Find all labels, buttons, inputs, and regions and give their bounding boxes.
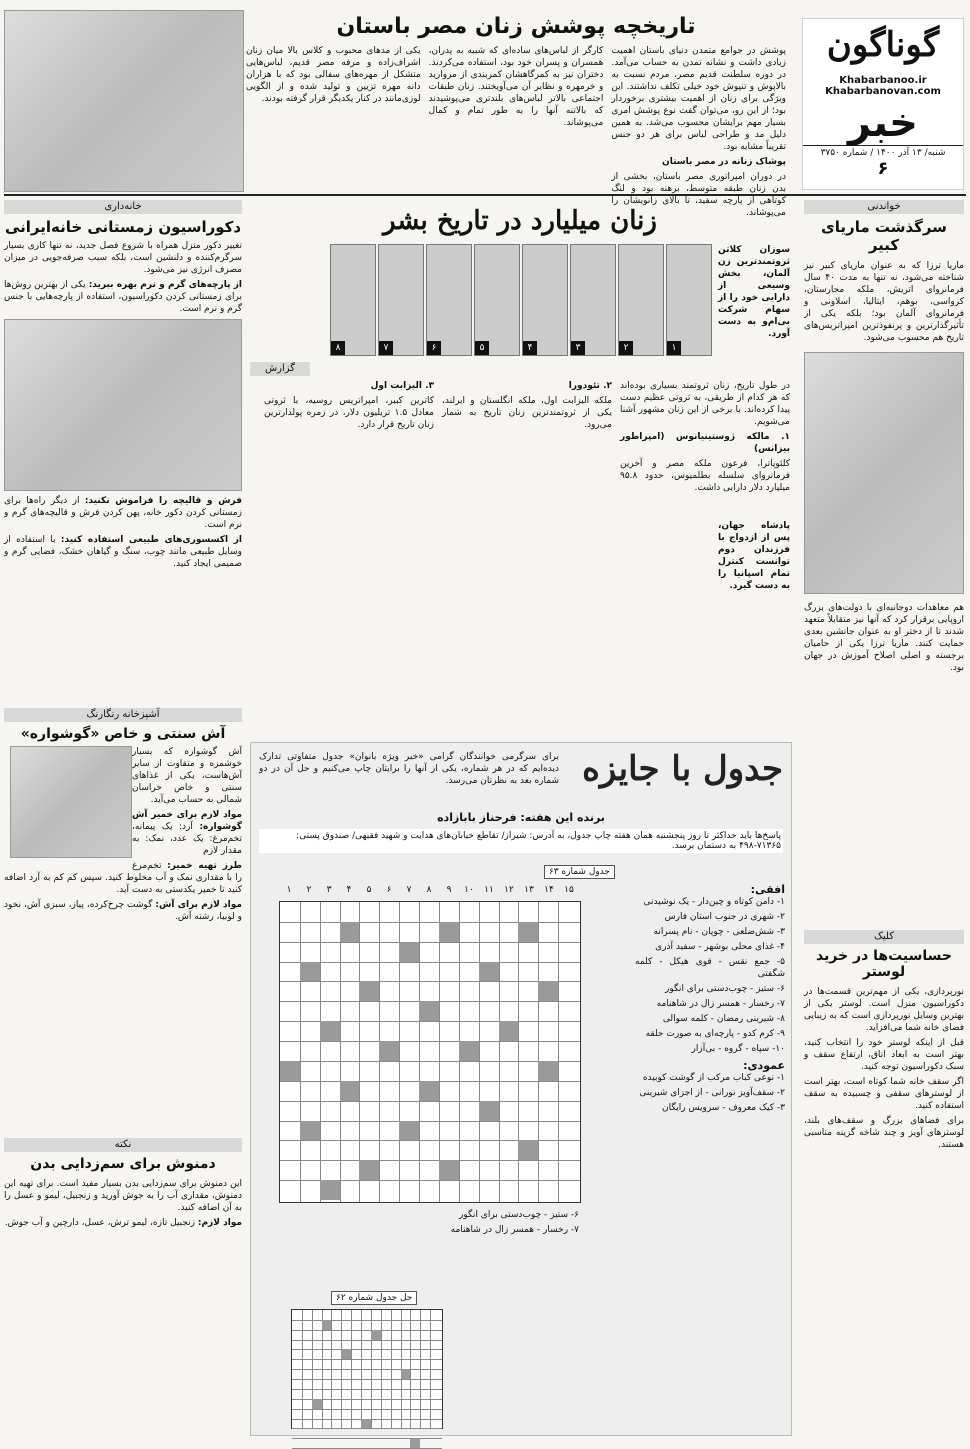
nokte-article xyxy=(4,1156,242,1434)
decor-p4: با استفاده از وسایل طبیعی مانند چوب، سنگ و گیاهان خشک، فضایی گرم و صمیمی ایجاد کنید. xyxy=(4,535,242,569)
decor-article xyxy=(4,218,242,706)
egypt-text-1: پوشش در جوامع متمدن دنیای باستان اهمیت زیادی داشت و نشانه تمدن به حساب می‌آمد. در دوره سلطنت قدیم مصر، مردم نسبت به بالاپوش و تنپوش خود خیلی تکلف نداشتند. این ویژگی برای زنان از اهمیت بیشتری برخوردار بود؛ از این رو، می‌توان گفت نوع پوشش امری بسیار مهم برایشان محسوب می‌شد. به همین دلیل مد و طراحی لباس برای هر دو جنس تقریباً مشابه بود. xyxy=(611,46,786,152)
grid-line xyxy=(420,1310,421,1428)
grid-line xyxy=(479,902,480,1202)
women-i2: ۲. تئودورا xyxy=(568,381,612,391)
section-ashpazi: آشپزخانه رنگارنگ xyxy=(4,708,242,722)
portrait-7: ۷ xyxy=(378,244,424,356)
luster-p3: اگر سقف خانه شما کوتاه است، بهتر است از لوسترهای سقفی و چسبیده به سقف استفاده کنید. xyxy=(804,1077,964,1111)
black-cell xyxy=(401,1369,411,1379)
grid-line xyxy=(538,902,539,1202)
marie-article xyxy=(804,218,964,938)
grid-line xyxy=(439,902,440,1202)
col-num: ۱۱ xyxy=(484,885,494,895)
section-nokte: نکته xyxy=(4,1138,242,1152)
decor-h1: از پارچه‌های گرم و نرم بهره ببرید: xyxy=(88,280,242,290)
site-2[interactable]: Khabarbanovan.com xyxy=(825,86,941,97)
crossword-clues xyxy=(635,883,785,1428)
black-cell xyxy=(479,962,499,982)
black-cell xyxy=(419,1081,439,1101)
col-num: ۱۳ xyxy=(524,885,534,895)
grid-line xyxy=(280,962,580,963)
crossword-badge: جدول شماره ۶۳ xyxy=(544,865,615,879)
black-cell xyxy=(371,1330,381,1340)
black-cell xyxy=(419,1001,439,1021)
crossword-extra-clues xyxy=(279,1209,579,1289)
black-cell xyxy=(538,1061,558,1081)
marie-intro: ماریا ترزا که به عنوان ماریای کبیر نیز شناخته می‌شود، نه تنها به مدت ۴۰ سال فرمانروای اتریش، ملکه مجارستان، کرواسی، بوهم، ایتالیا، اسلاونی و فرمانروای آلمان بود؛ بلکه یکی از تأثیرگذارترین و پرنفوذترین امپراتریس‌های تاریخ هم محسوب می‌شود. xyxy=(804,261,964,343)
clue-h-8: ۸- شیرینی رمضان - کلمه سوالی xyxy=(662,1014,785,1024)
col-num: ۱ xyxy=(286,885,292,895)
decor-title: دکوراسیون زمستانی خانه‌ایرانی xyxy=(4,218,242,236)
egypt-article xyxy=(245,10,786,218)
portrait-4: ۴ xyxy=(522,244,568,356)
nokte-p2: زنجبیل تازه، لیمو ترش، عسل، دارچین و آب جوش. xyxy=(4,1218,195,1228)
grid-line xyxy=(280,1061,580,1062)
decor-h2: فرش و قالیچه را فراموش نکنید: xyxy=(84,496,242,506)
divider xyxy=(4,194,966,196)
col-num: ۸ xyxy=(426,885,432,895)
portrait-1: ۱ xyxy=(666,244,712,356)
portrait-3: ۳ xyxy=(570,244,616,356)
black-cell xyxy=(399,1121,419,1141)
crossword-send: پاسخ‌ها باید حداکثر تا روز پنجشنبه همان هفته چاپ جدول، به آدرس: شیراز/ تقاطع خیابان‌های هدایت و شهید فقیهی/ صندوق پستی: ۷۱۳۶۵-۴۹۸ به دستمان برسد. xyxy=(259,829,783,853)
black-cell xyxy=(410,1438,420,1448)
grid-line xyxy=(280,1101,580,1102)
clue-h-9: ۹- کرم کدو - پارچه‌ای به صورت حلقه xyxy=(645,1029,785,1039)
women-i3: ۳. الیزابت اول xyxy=(370,381,434,391)
women-p2: کلئوپاترا، فرعون ملکه مصر و آخرین فرمانروای سلسله بطلمیوس، حدود ۹۵.۸ میلیارد دلار دارایی داشت. xyxy=(620,459,790,493)
prev-solution-label: حل جدول شماره ۶۲ xyxy=(331,1291,417,1305)
black-cell xyxy=(340,922,360,942)
egypt-text-3: کارگر از لباس‌های ساده‌ای که شبیه به پدران، همسران و پسران خود بود، استفاده می‌کردند. دختران نیز به کمرگاهشان کمربندی از مروارید و خرمهره و نظایر آن می‌آویختند. زنان طبقات اجتماعی بالاتر لباس‌های بلندتری می‌پوشیدند که بالاتنه آنها را به طور تمام و کمال می‌پوشاند. xyxy=(428,46,604,128)
col-num: ۴ xyxy=(346,885,352,895)
portrait-8: ۸ xyxy=(330,244,376,356)
marie-body: هم معاهدات دوجانبه‌ای با دولت‌های بزرگ اروپایی برقرار کرد که آنها نیز متقابلاً متعهد شدند تا از دختر او به عنوان جانشین بعدی حمایت کنند. ماریا ترزا یکی از حامیان برجسته و اصلی اصلاح آموزش در جهان بود. xyxy=(804,603,964,673)
grid-line xyxy=(280,1121,580,1122)
col-num: ۲ xyxy=(306,885,312,895)
ash-photo xyxy=(10,746,132,858)
black-cell xyxy=(459,1041,479,1061)
black-cell xyxy=(341,1349,351,1359)
issue-date: شنبه/ ۱۳ آذر ۱۴۰۰ / شماره ۳۷۵۰ xyxy=(803,145,963,158)
women-p1: در طول تاریخ، زنان ثروتمند بسیاری بوده‌اند که هر کدام از طریقی، به ثروتی عظیم دست پیدا کرده‌اند. با برخی از این زنان مشهور آشنا می‌شویم. xyxy=(620,381,790,427)
egypt-text-4: یکی از مدهای محبوب و کلاس بالا میان زنان اشراف‌زاده و مرفه مصر قدیم، لباس‌هایی متشکل از مهره‌های سفالی بود که با هزاران دانه مهره تزیین و تولید شده و از الگویی لوزی‌مانند در کنار یکدیگر قرار گرفته بودند. xyxy=(245,46,421,104)
ofoghi-label: افقی: xyxy=(750,883,785,896)
women-title: زنان میلیارد در تاریخ بشر xyxy=(383,206,657,236)
clue-h-5: ۵- جمع نقس - قوی هیکل - کلمه شگفتی xyxy=(635,957,785,979)
col-num: ۳ xyxy=(326,885,332,895)
ash-p2: آرد: یک پیمانه، تخم‌مرغ: یک عدد، نمک: به مقدار لازم xyxy=(132,822,242,856)
grid-line xyxy=(280,1160,580,1161)
luster-p4: برای فضاهای بزرگ و سقف‌های بلند، لوسترهای آویز و چند شاخه گزینه مناسبی هستند. xyxy=(804,1116,964,1150)
grid-line xyxy=(430,1310,431,1428)
section-gozaresh: گزارش xyxy=(250,362,310,376)
marie-portrait xyxy=(804,352,964,594)
clue-v-3: ۳- کیک معروف - سرویس رایگان xyxy=(661,1103,785,1113)
ash-p4: گوشت چرخ‌کرده، پیاز، سبزی آش، نخود و لوبیا، رشته آش. xyxy=(4,900,242,922)
black-cell xyxy=(499,1021,519,1041)
decor-h3: از اکسسوری‌های طبیعی استفاده کنید: xyxy=(60,535,242,545)
crossword-title: جدول با جایزه xyxy=(582,749,783,789)
marie-title: سرگذشت ماریای کبیر xyxy=(821,218,947,254)
grid-line xyxy=(410,1310,411,1428)
crossword-col-numbers xyxy=(279,885,579,899)
black-cell xyxy=(439,922,459,942)
black-cell xyxy=(300,1121,320,1141)
portrait-2: ۲ xyxy=(618,244,664,356)
page-number: ۶ xyxy=(877,158,889,179)
nokte-p1: این دمنوش برای سم‌زدایی بدن بسیار مفید است. برای تهیه این دمنوش، مقداری آب را به جوش آورید و زنجبیل، لیمو و عسل را به آن اضافه کنید. xyxy=(4,1179,242,1213)
masthead-title: گوناگون xyxy=(826,25,940,65)
grid-line xyxy=(361,1310,362,1428)
black-cell xyxy=(312,1399,322,1409)
black-cell xyxy=(280,1061,300,1081)
luster-p1: نورپردازی، یکی از مهم‌ترین قسمت‌ها در دکوراسیون منزل است. لوستر یکی از بهترین وسایل نورپردازی است که به زیبایی فضای خانه شما می‌افزاید. xyxy=(804,987,964,1033)
portrait-5: ۵ xyxy=(474,244,520,356)
women-p3: ملکه الیزابت اول، ملکه انگلستان و ایرلند، یکی از ثروتمندترین زنان تاریخ به شمار می‌رود. xyxy=(442,396,612,430)
black-cell xyxy=(379,1041,399,1061)
col-num: ۹ xyxy=(446,885,452,895)
grid-line xyxy=(292,1428,442,1429)
col-num: ۱۵ xyxy=(564,885,574,895)
black-cell xyxy=(320,1180,340,1200)
clue-h-10: ۱۰- سپاه - گروه - بی‌آزار xyxy=(691,1044,785,1054)
marie-caption: پادشاه جهان، پس از ازدواج با فرزندان دوم توانست کنترل تمام اسپانیا را به دست گیرد. xyxy=(718,521,790,591)
ash-p3: تخم‌مرغ را با مقداری نمک و آب مخلوط کنید. سپس کم کم به آرد اضافه کنید تا خمیر یکدستی به دست آید. xyxy=(4,861,242,895)
women-article xyxy=(250,200,790,740)
grid-line xyxy=(280,981,580,982)
decor-p2: یکی از بهترین روش‌ها برای زمستانی کردن دکوراسیون، استفاده از پارچه‌هایی با جنس گرم و نرم است. xyxy=(4,280,242,314)
black-cell xyxy=(359,1160,379,1180)
ash-p1: آش گوشواره که بسیار خوشمزه و متفاوت از سایر آش‌هاست، یکی از غذاهای سنتی و خاص خراسان شمالی به حساب می‌آید. xyxy=(132,747,242,805)
amoodi-label: عمودی: xyxy=(743,1059,785,1072)
luster-article xyxy=(804,948,964,1433)
black-cell xyxy=(538,981,558,1001)
clue-v-1: ۱- نوعی کباب مرکب از گوشت کوبیده xyxy=(642,1073,785,1083)
crossword-winner: برنده این هفته: فرحناز بابازاده xyxy=(437,811,605,824)
women-portraits xyxy=(250,244,790,362)
clue-h-7: ۷- رخسار - همسر زال در شاهنامه xyxy=(656,999,785,1009)
grid-line xyxy=(381,1310,382,1428)
grid-line xyxy=(419,902,420,1202)
grid-line xyxy=(499,902,500,1202)
ash-h2: طرز تهیه خمیر: xyxy=(167,861,242,871)
section-clinic: کلیک xyxy=(804,930,964,944)
clue-v-2: ۲- سقف‌آویز نورانی - از اجزای شیرینی xyxy=(639,1088,785,1098)
egypt-subhead: پوشاک زنانه در مصر باستان xyxy=(662,157,786,167)
black-cell xyxy=(518,1140,538,1160)
luster-title: حساسیت‌ها در خرید لوستر xyxy=(816,948,952,980)
clue-h-2: ۲- شهری در جنوب استان فارس xyxy=(664,912,785,922)
grid-line xyxy=(300,902,301,1202)
black-cell xyxy=(340,1081,360,1101)
black-cell xyxy=(518,922,538,942)
grid-line xyxy=(351,1310,352,1428)
black-cell xyxy=(320,1021,340,1041)
black-cell xyxy=(439,1160,459,1180)
grid-line xyxy=(320,902,321,1202)
col-num: ۱۴ xyxy=(544,885,554,895)
decor-p1: تغییر دکور منزل همراه با شروع فصل جدید، نه تنها کاری بسیار سرگرم‌کننده و دلنشین است، بلکه سبب صرفه‌جویی در میزان مصرف انرژی نیز می‌شود. xyxy=(4,241,242,275)
egypt-text-2: در دوران امپراتوری مصر باستان، بخشی از بدن زنان طبقه متوسط، برهنه بود و لنگ کوتاهی از پارچه سفید، تا بالای زانویشان را می‌پوشاند. xyxy=(611,172,786,218)
section-khanedari: خانه‌داری xyxy=(4,200,242,214)
col-num: ۱۲ xyxy=(504,885,514,895)
clue-h-4: ۴- غذای محلی بوشهر - سفید آذری xyxy=(655,942,785,952)
col-num: ۱۰ xyxy=(464,885,474,895)
extra-clue: ۶- ستیز - چوب‌دستی برای انگور xyxy=(458,1210,579,1220)
black-cell xyxy=(322,1320,332,1330)
ash-h1: مواد لازم برای خمیر آش گوشواره: xyxy=(132,810,242,832)
ash-title: آش سنتی و خاص «گوشواره» xyxy=(20,726,226,742)
ash-article xyxy=(4,726,242,1134)
women-p4: کاترین کبیر، امپراتریس روسیه، با ثروتی معادل ۱.۵ تریلیون دلار، در زمره پولدارترین زنان تاریخ قرار دارد. xyxy=(264,396,435,430)
site-1[interactable]: Khabarbanoo.ir xyxy=(839,75,927,86)
black-cell xyxy=(399,942,419,962)
crossword-intro: برای سرگرمی خوانندگان گرامی «خبر ویژه بانوان» جدول متفاوتی تدارک دیده‌ایم که در هر شماره، یکی از آنها را برایتان چاپ می‌کنیم و حل آن در دو شماره بعد به نظرتان می‌رسد. xyxy=(259,752,559,786)
nokte-h1: مواد لازم: xyxy=(197,1218,242,1228)
black-cell xyxy=(359,981,379,1001)
black-cell xyxy=(300,962,320,982)
masthead xyxy=(802,18,964,190)
grid-line xyxy=(558,902,559,1202)
col-num: ۷ xyxy=(406,885,412,895)
col-num: ۶ xyxy=(386,885,392,895)
clue-h-6: ۶- ستیز - چوب‌دستی برای انگور xyxy=(664,984,785,994)
brand-logo: خبر xyxy=(847,100,919,146)
black-cell xyxy=(361,1419,371,1429)
previous-solution-grid xyxy=(291,1309,443,1429)
crossword-grid[interactable] xyxy=(279,901,581,1203)
luster-p2: قبل از اینکه لوستر خود را انتخاب کنید، بهتر است به ابعاد اتاق، ارتفاع سقف و سبک دکوراسیون توجه کنید. xyxy=(804,1038,964,1072)
grid-line xyxy=(280,942,580,943)
egypt-illustration xyxy=(4,10,244,192)
crossword-section xyxy=(250,742,792,1436)
clue-h-1: ۱- دامن کوتاه و چین‌دار - یک نوشیدنی xyxy=(643,897,785,907)
col-num: ۵ xyxy=(366,885,372,895)
ash-h3: مواد لازم برای آش: xyxy=(155,900,242,910)
egypt-title: تاریخچه پوشش زنان مصر باستان xyxy=(336,14,696,39)
women-i1: ۱. مالکه ژوستینیانوس (امپراطور بیزانس) xyxy=(620,432,790,454)
grid-line xyxy=(391,1310,392,1428)
grid-line xyxy=(359,902,360,1202)
extra-clue: ۷- رخسار - همسر زال در شاهنامه xyxy=(450,1225,579,1235)
clue-h-3: ۳- شش‌ضلعی - چوپان - نام پسرانه xyxy=(653,927,785,937)
decor-p3: از دیگر راه‌ها برای زمستانی کردن دکور خانه، پهن کردن فرش و قالیچه‌های گرم و نرم است. xyxy=(4,496,242,530)
portrait-6: ۶ xyxy=(426,244,472,356)
living-room-photo xyxy=(4,319,242,491)
section-khandani: خواندنی xyxy=(804,200,964,214)
black-cell xyxy=(479,1101,499,1121)
grid-line xyxy=(371,1310,372,1428)
grid-line xyxy=(340,902,341,1202)
women-sidebar: سوزان کلاتن ثروتمندترین زن آلمان، بخش وسیعی از دارایی خود را از سهام شرکت بی‌ام‌و به دست آورد. xyxy=(718,245,790,339)
nokte-title: دمنوش برای سم‌زدایی بدن xyxy=(30,1156,216,1172)
grid-line xyxy=(280,1041,580,1042)
